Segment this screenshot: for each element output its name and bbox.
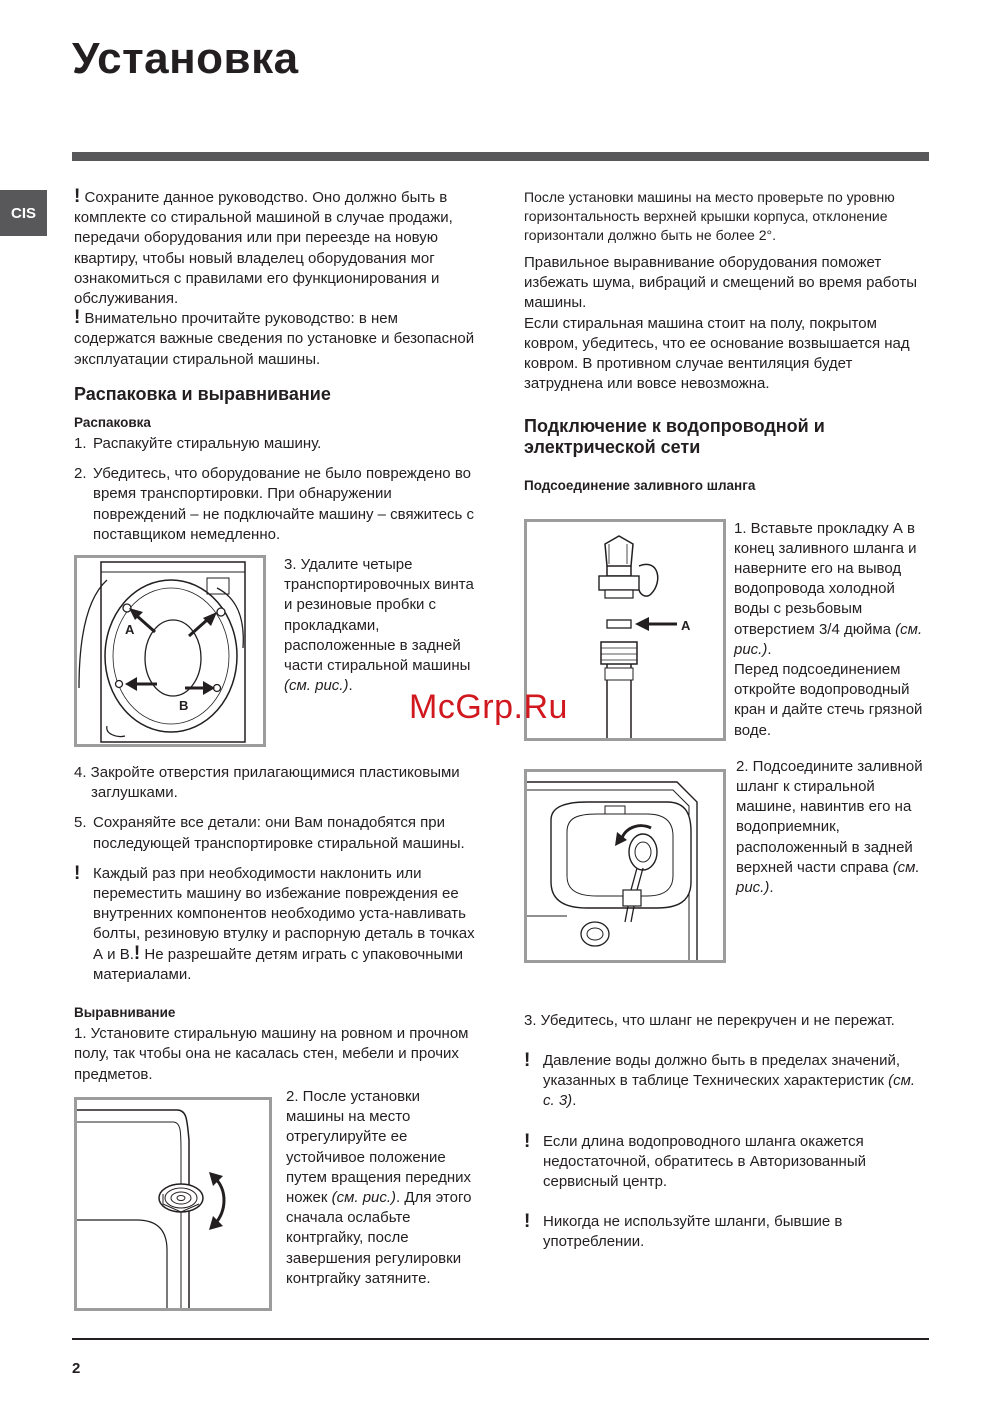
figure-adjustable-foot: [74, 1097, 272, 1311]
warning-water-pressure: [524, 1051, 930, 1112]
step-text: Убедитесь, что оборудование не было повреждено во время транспортировки. При обнаружении повреждений – не подключайте машину – свяжитесь с поставщиком немедленно.: [93, 465, 475, 543]
warning-icon: !: [74, 307, 81, 329]
leveling-benefit-text: Правильное выравнивание оборудования поможет избежать шума, вибраций и смещений во время работы машины.: [524, 254, 918, 312]
warning-icon: !: [524, 1211, 531, 1233]
warning-icon: !: [74, 186, 81, 207]
step-number: 5.: [74, 814, 87, 832]
step-unpack-4: 4. Закройте отверстия прилагающимися пластиковыми заглушками.: [74, 764, 460, 802]
step-unpack-1: [74, 434, 478, 454]
warning-text: Никогда не используйте шланги, бывшие в употреблении.: [543, 1213, 843, 1251]
leveling-check-text: После установки машины на место проверьте по уровню горизонтальность верхней крышки корпуса, отклонение горизонтали должно быть не более 2°.: [524, 189, 895, 243]
warning-read-manual: [74, 309, 478, 370]
section-title-unpacking: Распаковка и выравнивание: [74, 383, 331, 404]
figure-label-a: A: [681, 617, 691, 633]
page-number: 2: [72, 1360, 81, 1377]
bottom-rule: [72, 1338, 929, 1340]
subsection-title-inlet-hose: Подсоединение заливного шланга: [524, 478, 756, 494]
step-text: 3. Удалите четыре транспортировочных винта и резиновые пробки с прокладками, расположенные в задней части стиральной машины (см. рис.).: [284, 556, 474, 695]
subsection-title-leveling: Выравнивание: [74, 1005, 176, 1021]
right-column: [524, 188, 930, 1253]
step-text: Распакуйте стиральную машину.: [93, 435, 322, 453]
top-rule: [72, 152, 929, 161]
figure-label-a: A: [125, 622, 135, 638]
warning-text: Давление воды должно быть в пределах значений, указанных в таблице Технических характеристик (см. с. 3).: [543, 1052, 916, 1110]
warning-icon: !: [74, 862, 81, 884]
warning-transport-bolts: [74, 864, 478, 985]
step-text: Сохраняйте все детали: они Вам понадобятся при последующей транспортировке стиральной машины.: [93, 814, 465, 852]
step-unpack-5: [74, 813, 478, 853]
foot-illustration: [77, 1100, 269, 1308]
step-text: 2. Подсоедините заливной шланг к стиральной машине, навинтив его на водоприемник, расположенный в задней верхней части справа (см. рис.).: [736, 757, 923, 897]
step-unpack-2: [74, 464, 478, 545]
warning-text: Каждый раз при необходимости наклонить или переместить машину во избежание повреждения ее внутренних компонентов необходимо уста-навливать болты, резиновую втулку и распорную деталь в точках А и В.! Не разрешайте детям играть с упаковочными материалами.: [93, 864, 475, 983]
section-title-connection: Подключение к водопроводной и электрической сети: [524, 416, 825, 458]
subsection-title-unpacking: Распаковка: [74, 414, 151, 430]
step-hose-1: [524, 519, 930, 741]
step-text-open-tap: Перед подсоединением откройте водопроводный кран и дайте стечь грязной воде.: [734, 661, 923, 739]
warning-used-hoses: [524, 1212, 930, 1252]
inlet-illustration: [527, 772, 723, 960]
warning-text: Если длина водопроводного шланга окажется недостаточной, обратитесь в Авторизованный сервисный центр.: [543, 1132, 867, 1191]
warning-icon: !: [524, 1130, 531, 1152]
figure-hose-inlet: [524, 769, 726, 963]
rear-panel-illustration: [77, 558, 263, 744]
step-text: 1. Вставьте прокладку А в конец заливного шланга и наверните его на вывод водопровода холодной воды с резьбовым отверстием 3/4 дюйма (см. рис.). Перед подсоединением откройте водопроводный кран и дайте стечь грязной воде.: [734, 519, 930, 741]
warning-text: Внимательно прочитайте руководство: в нем содержатся важные сведения по установке и безопасной эксплуатации стиральной машины.: [74, 310, 475, 368]
step-hose-2: [524, 757, 930, 963]
left-column: [74, 188, 478, 1311]
warning-text: Сохраните данное руководство. Оно должно быть в комплекте со стиральной машиной в случае продажи, передачи оборудования или при переезде на новую квартиру, чтобы новый владелец оборудования мог ознакомиться с правилами его функционирования и обслуживания.: [74, 189, 453, 308]
page-title: Установка: [72, 34, 299, 83]
language-tab: CIS: [0, 190, 47, 236]
figure-rear-screws: [74, 555, 266, 747]
step-text: 2. После установки машины на место отрегулируйте ее устойчивое положение путем вращения передних ножек (см. рис.). Для этого сначала ослабьте контргайку, после завершения регулировки контргайку затяните.: [286, 1087, 472, 1287]
step-number: 1.: [74, 435, 87, 453]
step-level-2: [74, 1087, 478, 1311]
step-number: 2.: [74, 465, 87, 483]
step-hose-3: 3. Убедитесь, что шланг не перекручен и не пережат.: [524, 1011, 895, 1029]
watermark: McGrp.Ru: [409, 688, 568, 726]
carpet-note-text: Если стиральная машина стоит на полу, покрытом ковром, убедитесь, что ее основание возвышается над ковром. В противном случае вентиляция будет затруднена или вовсе невозможна.: [524, 314, 910, 393]
warning-keep-manual: [74, 188, 478, 309]
step-level-1: 1. Установите стиральную машину на ровном и прочном полу, так чтобы она не касалась стен, мебели и прочих предметов.: [74, 1025, 469, 1083]
warning-hose-length: [524, 1132, 930, 1193]
figure-label-b: B: [179, 698, 189, 714]
warning-icon: !: [524, 1050, 531, 1072]
